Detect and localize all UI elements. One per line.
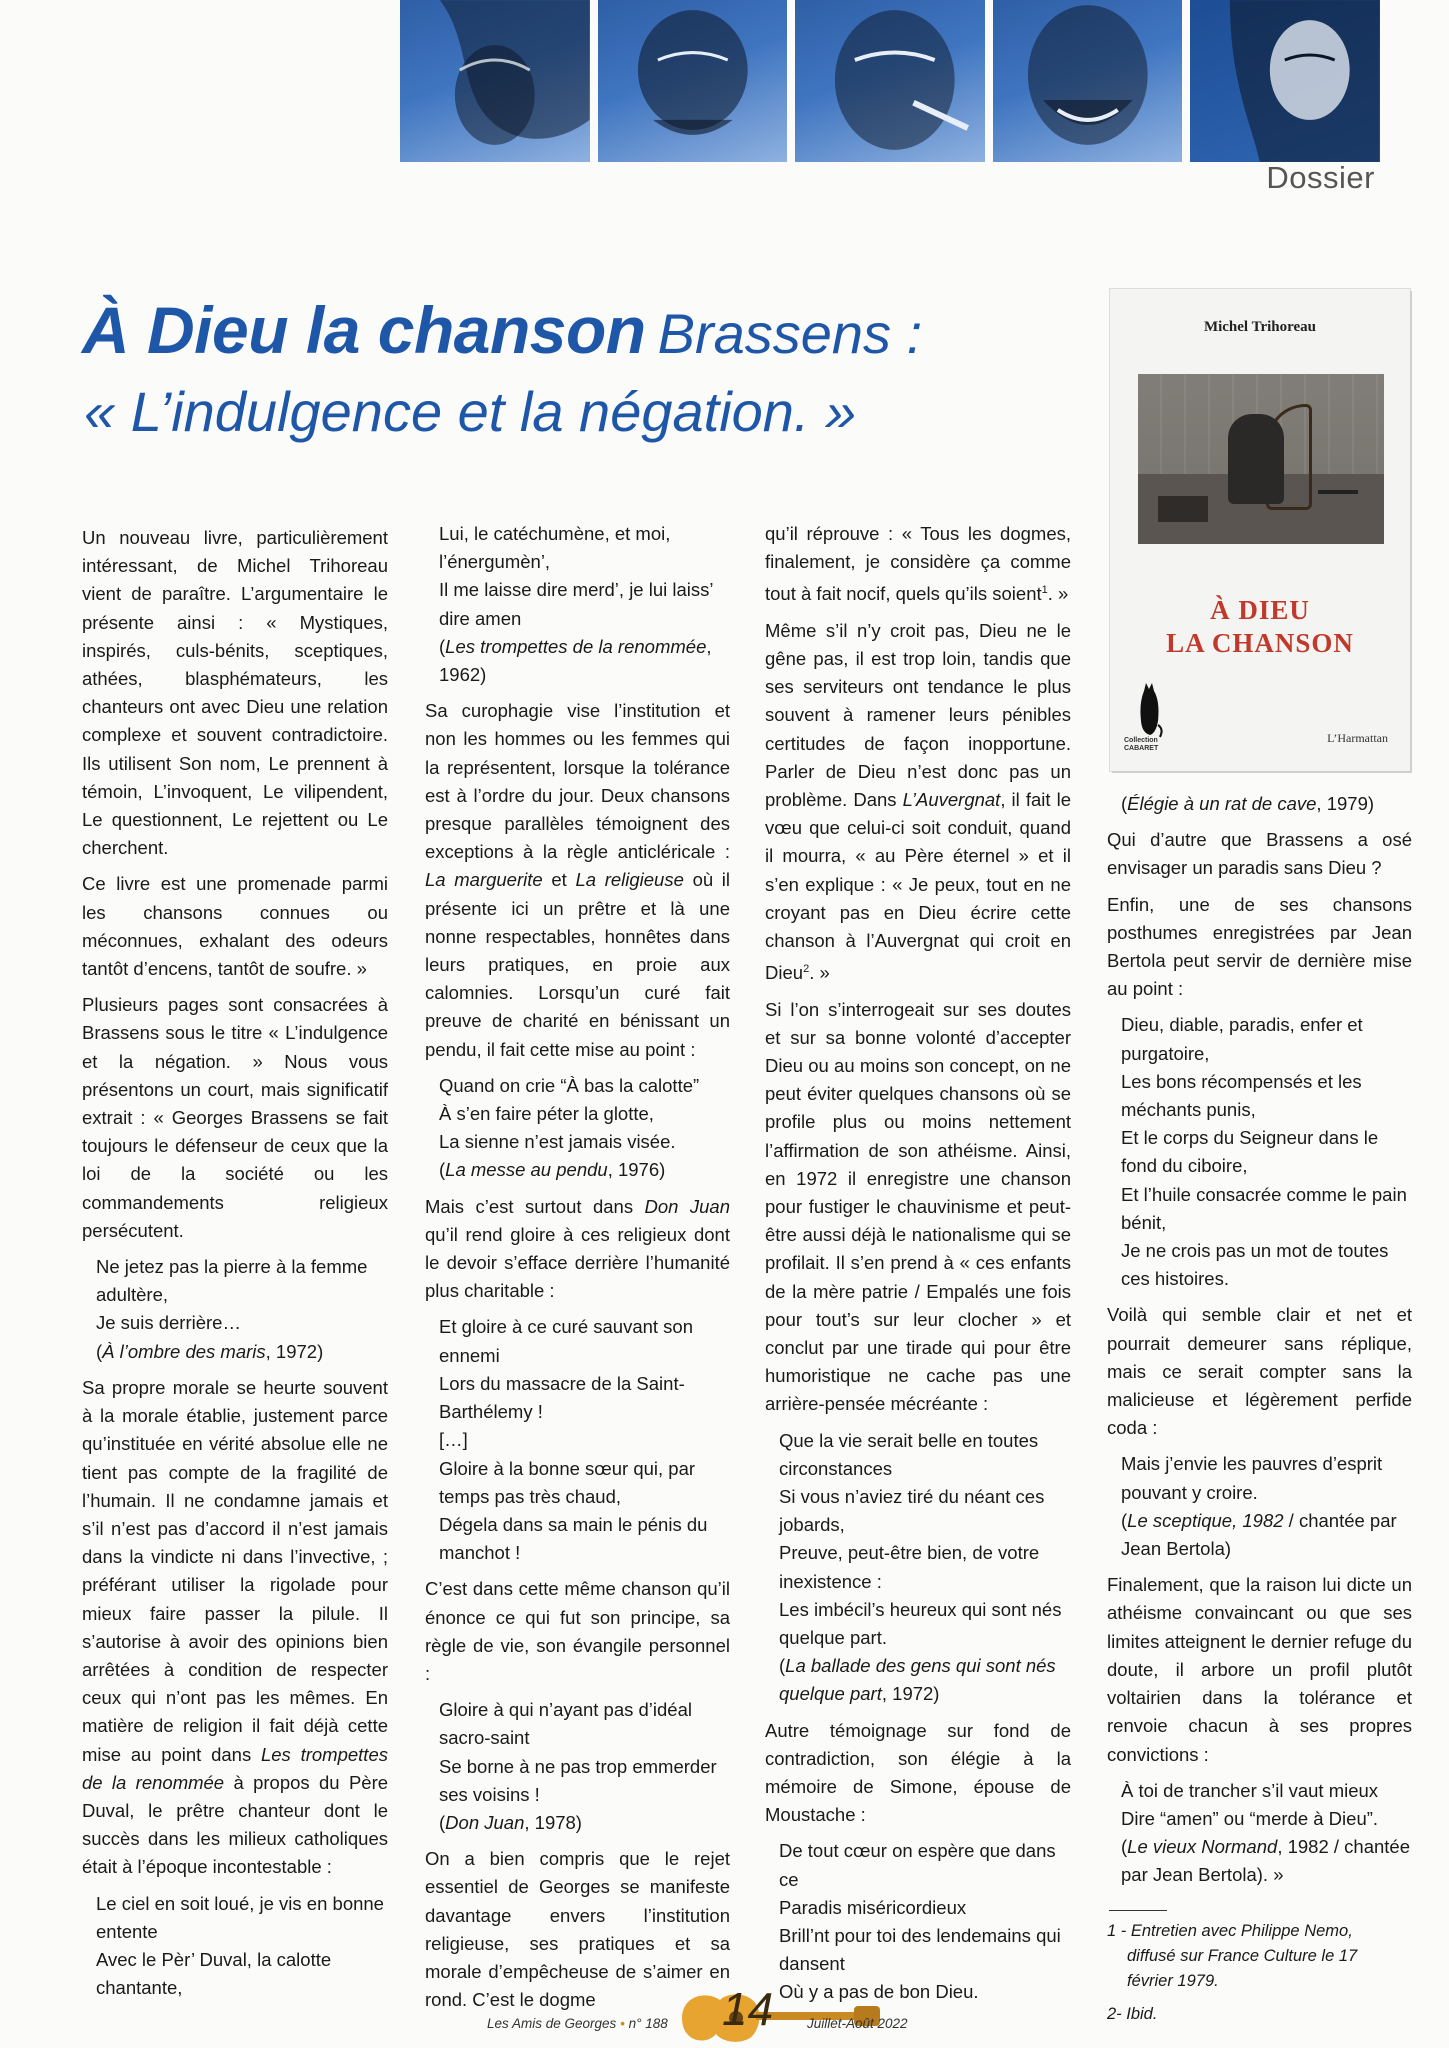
- paragraph: Sa propre morale se heurte souvent à la morale établie, justement parce qu’instituée en vérité absolue elle ne tient pas compte de la fragilité de l’humain. Il ne condamne jamais et s’il n’est pas d’accord il n’est jamais dans la vindicte ni dans l’invective, ; préférant utiliser la rigolade pour mieux faire passer la pilule. Il s’autorise à avoir des opinions bien arrêtées à condition de respecter ceux qui n’ont pas les mêmes. En matière de religion il fait déjà cette mise au point dans Les trompettes de la renommée à propos du Père Duval, le prêtre chanteur dont le succès dans les milieux catholiques était à l’époque incontestable :: [82, 1376, 389, 1878]
- paragraph: Voilà qui semble clair et net et pourrait demeurer sans réplique, mais ce serait compter sans la malicieuse et légèrement perfide coda :: [1107, 1304, 1412, 1439]
- paragraph: C’est dans cette même chanson qu’il énonce ce qui fut son principe, sa règle de vie, son évangile personnel :: [425, 1578, 730, 1684]
- book-title-line2: LA CHANSON: [1166, 628, 1354, 658]
- footer-magazine: Les Amis de Georges • n° 188: [487, 2016, 668, 2031]
- book-author: Michel Trihoreau: [1203, 319, 1317, 335]
- paragraph: On a bien compris que le rejet essentiel de Georges se manifeste davantage envers l’institution religieuse, ses pratiques et sa morale d’empêcheuse de s’aimer en rond. C’est le dogme: [425, 1848, 730, 2011]
- song-quote: Gloire à qui n’ayant pas d’idéal sacro-saint Se borne à ne pas trop emmerder ses voisins ! (Don Juan, 1978): [439, 1699, 717, 1833]
- article-title: [82, 292, 1062, 452]
- title-main: À Dieu la chanson: [82, 293, 646, 367]
- paragraph: Ce livre est une promenade parmi les chansons connues ou méconnues, exhalant des odeurs tantôt d’encens, tantôt de soufre. »: [82, 873, 388, 980]
- section-label: Dossier: [1266, 160, 1375, 195]
- paragraph: qu’il réprouve : « Tous les dogmes, finalement, je considère ça comme tout à fait nocif, quels qu’ils soient$^1$. »: [765, 523, 1071, 605]
- portrait-image: [598, 0, 788, 162]
- paragraph: Qui d’autre que Brassens a osé envisager un paradis sans Dieu ?: [1107, 829, 1412, 879]
- footer-date: Juillet-Août 2022: [807, 2016, 908, 2031]
- portrait-image: [795, 0, 985, 162]
- portrait-image: [400, 0, 590, 162]
- book-cover: [1110, 289, 1410, 771]
- portrait-image: [1190, 0, 1380, 162]
- page-number: 14: [722, 1983, 774, 2035]
- footnote-divider: [1109, 1910, 1167, 1911]
- song-quote: Ne jetez pas la pierre à la femme adultère, Je suis derrière… (À l’ombre des maris, 1972): [96, 1256, 368, 1362]
- song-quote: Dieu, diable, paradis, enfer et purgatoire, Les bons récompensés et les méchants punis, Et le corps du Seigneur dans le fond du ciboire, Et l’huile consacrée comme le pain bénit, Je ne crois pas un mot de toutes ces histoires.: [1121, 1014, 1407, 1290]
- paragraph: Mais c’est surtout dans Don Juan qu’il rend gloire à ces religieux dont le devoir s’efface derrière l’humanité plus charitable :: [425, 1195, 731, 1302]
- song-quote: Que la vie serait belle en toutes circonstances Si vous n’aviez tiré du néant ces jobards, Preuve, peut-être bien, de votre inexistence : Les imbécil’s heureux qui sont nés quelque part. (La ballade des gens qui sont nés quelque part, 1972): [779, 1429, 1062, 1705]
- song-quote: Quand on crie “À bas la calotte” À s’en faire péter la glotte, La sienne n’est jamais visée. (La messe au pendu, 1976): [439, 1074, 700, 1181]
- text-column-4: [1107, 790, 1412, 2035]
- paragraph: Enfin, une de ses chansons posthumes enregistrées par Jean Bertola peut servir de dernière mise au point :: [1107, 893, 1412, 1000]
- song-quote: Le ciel en soit loué, je vis en bonne entente Avec le Pèr’ Duval, la calotte chantante,: [96, 1892, 384, 1999]
- footnote: 1 - Entretien avec Philippe Nemo, diffusé sur France Culture le 17 février 1979.: [1107, 1921, 1358, 1990]
- footnote: 2- Ibid.: [1107, 2004, 1158, 2023]
- song-quote: À toi de trancher s’il vaut mieux Dire “amen” ou “merde à Dieu”. (Le vieux Normand, 1982 / chantée par Jean Bertola). »: [1121, 1779, 1411, 1886]
- title-subtitle: « L’indulgence et la négation. »: [84, 380, 857, 443]
- song-quote: Lui, le catéchumène, et moi, l’énergumèn’, Il me laisse dire merd’, je lui laiss’ dire amen (Les trompettes de la renommée, 1962): [439, 523, 713, 686]
- paragraph: Un nouveau livre, particulièrement intéressant, de Michel Trihoreau vient de paraître. L’argumentaire le présente ainsi : « Mystiques, inspirés, culs-bénits, sceptiques, athées, blasphémateurs, les chanteurs ont avec Dieu une relation complexe et souvent contradictoire. Ils utilisent Son nom, Le prennent à témoin, L’invoquent, Le vilipendent, Le questionnent, Le rejettent ou Le cherchent.: [82, 527, 388, 859]
- song-quote: Et gloire à ce curé sauvant son ennemi Lors du massacre de la Saint-Barthélemy ! […] Gloire à la bonne sœur qui, par temps pas très chaud, Dégela dans sa main le pénis du manchot !: [439, 1316, 708, 1564]
- paragraph: Plusieurs pages sont consacrées à Brassens sous le titre « L’indulgence et la négation. » Nous vous présentons un court, mais significatif extrait : « Georges Brassens se fait toujours le défenseur de ceux que la loi de la société ou les commandements religieux persécutent.: [82, 994, 388, 1241]
- portrait-banner: [400, 0, 1380, 162]
- book-publisher: L’Harmattan: [1327, 731, 1388, 745]
- book-collection: Collection CABARET: [1124, 737, 1159, 752]
- paragraph: Si l’on s’interrogeait sur ses doutes et sur sa bonne volonté d’accepter Dieu ou au moins son concept, on ne peut éviter quelques chansons où se profile plus ou moins nettement l’affirmation de son athéisme. Ainsi, en 1972 il enregistre une chanson pour fustiger le chauvinisme et peut-être aussi déjà le nationalisme qui se profilait. Il s’en prend à « ces enfants de la mère patrie / Empalés une fois pour tout’s sur leur clocher » et conclut par une tirade qui pour être humoristique ne cache pas une arrière-pensée mécréante :: [765, 998, 1071, 1415]
- paragraph: Autre témoignage sur fond de contradiction, son élégie à la mémoire de Simone, épouse de Moustache :: [765, 1719, 1071, 1826]
- book-title-line1: À DIEU: [1210, 595, 1310, 625]
- book-cover-photo: [1138, 374, 1384, 544]
- book-title: [1110, 594, 1410, 660]
- text-column-1: [82, 524, 388, 2010]
- paragraph: Sa curophagie vise l’institution et non les hommes ou les femmes qui la représentent, lorsque la tolérance est à l’ordre du jour. Deux chansons presque parallèles témoignent des exceptions à la règle anticléricale : La marguerite et La religieuse où il présente ici un prêtre et là une nonne respectables, honnêtes dans leurs pratiques, en proie aux calomnies. Lorsqu’un curé fait preuve de charité en bénissant un pendu, il fait cette mise au point :: [425, 700, 731, 1060]
- cat-logo-icon: [1136, 681, 1164, 741]
- title-secondary: Brassens :: [657, 302, 923, 365]
- text-column-3: [765, 520, 1071, 2015]
- paragraph: Même s’il n’y croit pas, Dieu ne le gêne pas, il est trop loin, tandis que ses serviteurs ont tendance le plus souvent à ramener leurs pénibles certitudes de façon inopportune. Parler de Dieu n’est donc pas un problème. Dans L’Auvergnat, il fait le vœu que celui-ci soit conduit, quand il mourra, « au Père éternel » et il s’en explique : « Je peux, tout en ne croyant pas en Dieu écrire cette chanson à l’Auvergnat qui croit en Dieu$^2$. »: [765, 619, 1071, 984]
- text-column-2: [425, 520, 730, 2022]
- portrait-image: [993, 0, 1183, 162]
- song-quote: Mais j’envie les pauvres d’esprit pouvant y croire. (Le sceptique, 1982 / chantée par Jean Bertola): [1121, 1453, 1397, 1560]
- paragraph: Finalement, que la raison lui dicte un athéisme convaincant ou que ses limites atteignent le dernier refuge du doute, il arbore un profil plutôt voltairien dans la tolérance et renvoie chacun à ses propres convictions :: [1107, 1574, 1412, 1765]
- song-quote: De tout cœur on espère que dans ce Paradis miséricordieux Brill’nt pour toi des lendemains qui dansent Où y a pas de bon Dieu.: [779, 1840, 1061, 2003]
- song-source: (Élégie à un rat de cave, 1979): [1121, 793, 1375, 814]
